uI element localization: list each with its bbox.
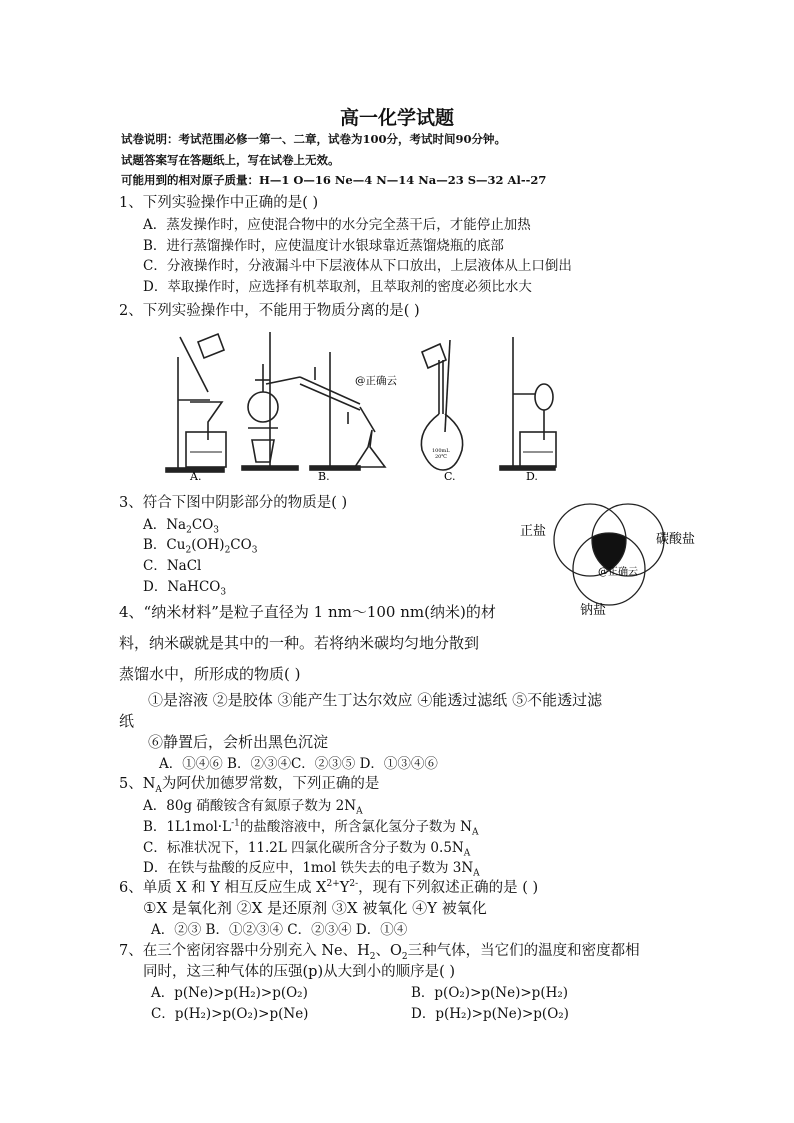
flask-temp-label: 20℃ [435, 454, 447, 460]
q5-option-d: D．在铁与盐酸的反应中，1mol 铁失去的电子数为 $3N_A$ [143, 860, 480, 879]
q4-stem-line3: 蒸馏水中，所形成的物质( ) [119, 665, 301, 683]
q3-stem: 3、符合下图中阴影部分的物质是( ) [119, 495, 348, 511]
q7-option-d: D．p(H₂)>p(Ne)>p(O₂) [411, 1006, 569, 1022]
q5-option-a: A．80g 硝酸铵含有氮原子数为 $2N_A$ [143, 798, 363, 817]
q4-items-line3: ⑥静置后，会析出黑色沉淀 [148, 733, 329, 751]
watermark: @正确云 [355, 375, 397, 387]
venn-diagram [510, 495, 710, 620]
q3-option-b: B．$Cu_2(OH)_2CO_3$ [143, 537, 258, 556]
q7-stem-line2: 同时，这三种气体的压强(p)从大到小的顺序是( ) [143, 964, 456, 980]
exam-note-2: 试题答案写在答题纸上，写在试卷上无效。 [121, 153, 340, 167]
venn-label-neutral-salt: 正盐 [520, 524, 547, 539]
page-title: 高一化学试题 [339, 107, 454, 129]
q1-option-a: A．蒸发操作时，应使混合物中的水分完全蒸干后，才能停止加热 [143, 217, 531, 233]
q7-stem-line1: 7、在三个密闭容器中分别充入 Ne、$H_2$、$O_2$三种气体，当它们的温度和密度都相 [119, 943, 640, 962]
q6-stem: 6、单质 X 和 Y 相互反应生成 $X^{2+}Y^{2-}$，现有下列叙述正确的是 ( ) [119, 879, 539, 896]
q5-option-c: C．标准状况下，11.2L 四氯化碳所含分子数为 $0.5N_A$ [143, 840, 471, 859]
q1-stem: 1、下列实验操作中正确的是( ) [119, 195, 319, 211]
apparatus-d-separatory-funnel [500, 337, 556, 470]
venn-label-sodium-salt: 钠盐 [580, 603, 607, 618]
exam-note-3: 可能用到的相对原子质量：H—1 O—16 Ne—4 N—14 Na—23 S—32 Al--27 [121, 173, 547, 187]
q4-items-line2: 纸 [119, 712, 135, 730]
q6-options: A．②③ B．①②③④ C．②③④ D．①④ [151, 922, 408, 938]
q4-options: A．①④⑥ B．②③④C．②③⑤ D．①③④⑥ [159, 756, 438, 772]
apparatus-label-b: B. [318, 470, 330, 483]
flask-volume-label: 100mL [432, 448, 450, 454]
q5-stem: 5、$N_A$为阿伏加德罗常数，下列正确的是 [119, 776, 380, 795]
q7-option-c: C．p(H₂)>p(O₂)>p(Ne) [151, 1006, 309, 1022]
q2-stem: 2、下列实验操作中，不能用于物质分离的是( ) [119, 303, 420, 319]
q1-option-d: D．萃取操作时，应选择有机萃取剂，且萃取剂的密度必须比水大 [143, 279, 532, 295]
q5-option-b: B．$1L1mol\cdot L^{-1}$的盐酸溶液中，所含氯化氢分子数为 $N_A$ [143, 818, 479, 838]
venn-watermark: @正确云 [598, 567, 638, 578]
q3-option-c: C．NaCl [143, 558, 202, 574]
q7-option-b: B．p(O₂)>p(Ne)>p(H₂) [411, 985, 569, 1001]
q3-option-a: A．$Na_2CO_3$ [143, 517, 219, 536]
q1-option-c: C．分液操作时，分液漏斗中下层液体从下口放出，上层液体从上口倒出 [143, 258, 572, 274]
apparatus-a-filtration [166, 334, 226, 472]
venn-label-carbonate: 碳酸盐 [656, 532, 696, 547]
apparatus-b-distillation [242, 332, 385, 470]
apparatus-label-a: A. [190, 470, 202, 483]
q4-stem-line2: 料，纳米碳就是其中的一种。若将纳米碳均匀地分散到 [119, 634, 480, 652]
q3-option-d: D．NaHCO$_3$ [143, 579, 227, 598]
exam-note-1: 试卷说明：考试范围必修一第一、二章，试卷为100分，考试时间90分钟。 [121, 132, 507, 146]
q4-stem-line1: 4、“纳米材料”是粒子直径为 1 nm～100 nm(纳米)的材 [119, 603, 496, 621]
q7-option-a: A．p(Ne)>p(H₂)>p(O₂) [151, 985, 308, 1001]
q1-option-b: B．进行蒸馏操作时，应使温度计水银球靠近蒸馏烧瓶的底部 [143, 238, 504, 254]
apparatus-label-c: C. [444, 470, 456, 483]
q6-items: ①X 是氧化剂 ②X 是还原剂 ③X 被氧化 ④Y 被氧化 [143, 899, 487, 917]
q4-items-line1: ①是溶液 ②是胶体 ③能产生丁达尔效应 ④能透过滤纸 ⑤不能透过滤 [148, 691, 603, 709]
apparatus-figure [160, 322, 570, 490]
apparatus-label-d: D. [526, 470, 538, 483]
